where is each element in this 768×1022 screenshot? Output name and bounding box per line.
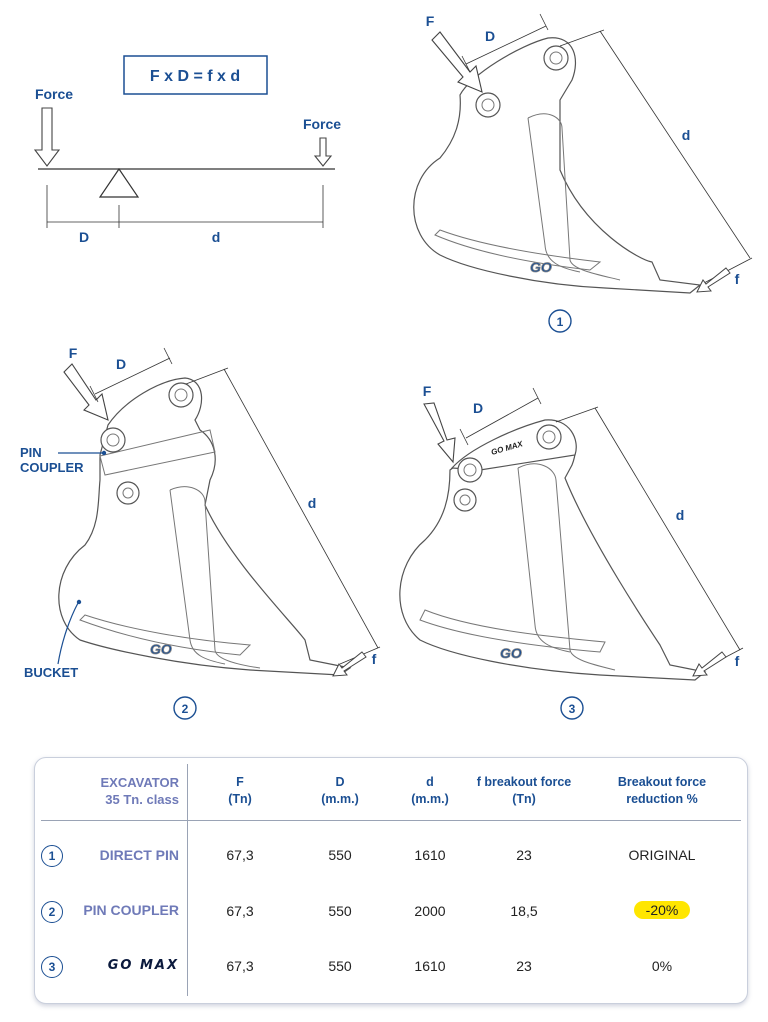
diagram-number-3: 3: [568, 702, 576, 716]
formula-text: F x D = f x d: [149, 68, 241, 85]
F-label-2: F: [68, 345, 78, 361]
row-number-2: 2: [41, 901, 63, 923]
d-label-2: d: [307, 495, 317, 511]
f-label-1: f: [734, 271, 740, 287]
bucket-diagram-2: [20, 345, 380, 719]
table-cell: 1610: [414, 847, 446, 863]
pin-coupler-label-line2: COUPLER: [20, 460, 84, 475]
d-label-3: d: [675, 507, 685, 523]
lever-diagram: [35, 56, 341, 245]
d-label-1: d: [681, 127, 691, 143]
table-divider-horizontal: [41, 820, 741, 821]
header-f-breakout: f breakout force (Tn): [476, 775, 572, 806]
header-reduction: Breakout force reduction %: [617, 775, 707, 806]
header-D: D (m.m.): [321, 775, 359, 806]
row-number-3: 3: [41, 956, 63, 978]
force-right-arrow: [315, 138, 331, 166]
brand-logo-1: GO: [530, 259, 552, 275]
table-cell: 18,5: [510, 903, 538, 919]
table-cell: 2000: [414, 903, 446, 919]
table-cell: 550: [328, 847, 352, 863]
f-label-3: f: [734, 653, 740, 669]
row-name-pin-coupler: PIN COUPLER: [83, 902, 179, 918]
f-arrow-2: [64, 364, 108, 420]
small-f-arrow-3: [693, 652, 726, 676]
row-number-1: 1: [41, 845, 63, 867]
table-cell: 67,3: [226, 958, 254, 974]
gomax-plate-text: GO MAX: [490, 439, 524, 457]
diagram-number-1: 1: [556, 315, 564, 329]
f-arrow-1: [432, 32, 482, 92]
brand-logo-2: GO: [150, 641, 172, 657]
reduction-highlight-badge: -20%: [634, 901, 691, 919]
table-cell: 67,3: [226, 903, 254, 919]
bucket-label: BUCKET: [24, 665, 79, 680]
small-f-arrow-2: [333, 652, 366, 676]
bucket-diagram-1: [414, 13, 752, 332]
header-excavator: EXCAVATOR 35 Tn. class: [100, 775, 179, 807]
brand-logo-3: GO: [500, 645, 522, 661]
header-d: d (m.m.): [411, 775, 449, 806]
table-cell: ORIGINAL: [628, 847, 696, 863]
table-divider-vertical: [187, 764, 188, 996]
force-left-arrow: [35, 108, 59, 166]
f-arrow-3: [424, 403, 455, 462]
table-cell: 23: [516, 958, 532, 974]
small-f-arrow-1: [697, 268, 730, 292]
bucket-diagram-3: [400, 383, 743, 719]
table-cell: 67,3: [226, 847, 254, 863]
row-name-direct-pin: DIRECT PIN: [99, 847, 179, 863]
D-label-3: D: [472, 400, 484, 416]
table-cell-highlighted: [603, 902, 721, 918]
comparison-table: [34, 757, 748, 1004]
pin-coupler-label-line1: PIN: [20, 445, 42, 460]
fulcrum-triangle: [100, 169, 138, 197]
table-cell: 550: [328, 903, 352, 919]
table-cell: 0%: [651, 958, 673, 974]
force-left-label: Force: [34, 86, 74, 102]
D-label-2: D: [115, 356, 127, 372]
F-label-1: F: [425, 13, 435, 29]
f-label-2: f: [371, 651, 377, 667]
row-name-gomax-logo: GO MAX: [107, 958, 179, 973]
header-F: F (Tn): [228, 775, 252, 806]
dim-d-label: d: [211, 229, 221, 245]
F-label-3: F: [422, 383, 432, 399]
dim-D-label: D: [78, 229, 90, 245]
diagram-number-2: 2: [181, 702, 189, 716]
table-cell: 23: [516, 847, 532, 863]
table-cell: 550: [328, 958, 352, 974]
D-label-1: D: [484, 28, 496, 44]
force-right-label: Force: [302, 116, 342, 132]
table-cell: 1610: [414, 958, 446, 974]
